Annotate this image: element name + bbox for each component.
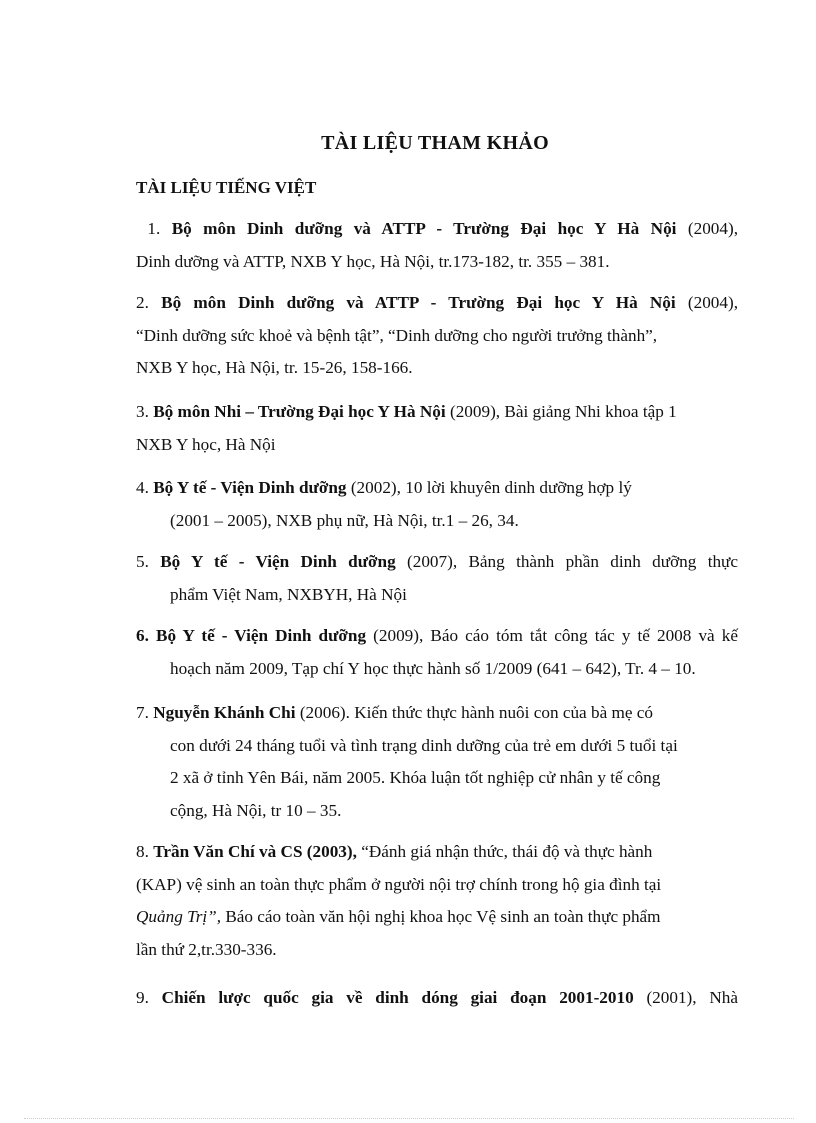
reference-text: cộng, Hà Nội, tr 10 – 35. xyxy=(170,800,342,820)
reference-author: Bộ môn Dinh dưỡng và ATTP - Trường Đại học Y Hà Nội xyxy=(161,293,676,312)
reference-author: Bộ Y tế - Viện Dinh dưỡng xyxy=(160,552,396,571)
reference-text: con dưới 24 tháng tuổi và tình trạng dinh dưỡng của trẻ em dưới 5 tuổi tại xyxy=(170,735,678,755)
reference-number: 7. xyxy=(136,703,149,722)
reference-text: “Đánh giá nhận thức, thái độ và thực hành xyxy=(356,842,653,861)
reference-text: (2001 – 2005), NXB phụ nữ, Hà Nội, tr.1 – 26, 34. xyxy=(170,510,519,530)
reference-author: Nguyễn Khánh Chi xyxy=(153,703,296,722)
reference-number: 2. xyxy=(136,293,149,312)
reference-author: Chiến lược quốc gia về dinh dóng giai đoạn 2001-2010 xyxy=(161,988,634,1007)
reference-text: phẩm Việt Nam, NXBYH, Hà Nội xyxy=(170,584,407,604)
reference-text: hoạch năm 2009, Tạp chí Y học thực hành số 1/2009 (641 – 642), Tr. 4 – 10. xyxy=(170,658,696,678)
reference-author: Bộ môn Dinh dưỡng và ATTP - Trường Đại học Y Hà Nội xyxy=(171,219,677,238)
reference-text-italic: Quảng Trị”, xyxy=(136,907,222,926)
reference-text: (2002), 10 lời khuyên dinh dưỡng hợp lý xyxy=(346,478,632,497)
reference-author: Bộ Y tế - Viện Dinh dưỡng xyxy=(153,478,347,497)
reference-5 xyxy=(136,546,738,611)
reference-text: Dinh dưỡng và ATTP, NXB Y học, Hà Nội, tr.173-182, tr. 355 – 381. xyxy=(136,251,610,271)
reference-text: (2009), Bài giảng Nhi khoa tập 1 xyxy=(445,402,677,421)
reference-number: 3. xyxy=(136,402,149,421)
page-title: TÀI LIỆU THAM KHẢO xyxy=(321,132,549,154)
reference-3 xyxy=(136,396,738,461)
reference-6 xyxy=(136,620,738,685)
reference-9 xyxy=(136,982,738,1015)
reference-7 xyxy=(136,697,738,827)
reference-text: (2004), xyxy=(676,219,738,238)
reference-text: 2 xã ở tỉnh Yên Bái, năm 2005. Khóa luận tốt nghiệp cử nhân y tế công xyxy=(170,768,661,787)
reference-number: 9. xyxy=(136,988,149,1007)
reference-text: (2007), Bảng thành phần dinh dưỡng thực xyxy=(395,552,739,571)
page-bottom-divider xyxy=(24,1118,794,1119)
reference-text: lần thứ 2,tr.330-336. xyxy=(136,939,277,959)
reference-text: NXB Y học, Hà Nội, tr. 15-26, 158-166. xyxy=(136,358,413,377)
reference-text: (KAP) vệ sinh an toàn thực phẩm ở người nội trợ chính trong hộ gia đình tại xyxy=(136,874,662,894)
reference-1 xyxy=(136,213,738,278)
reference-number: 8. xyxy=(136,842,149,861)
reference-number: 5. xyxy=(136,552,149,571)
reference-text: (2009), Báo cáo tóm tắt công tác y tế 2008 và kế xyxy=(366,626,738,645)
section-heading: TÀI LIỆU TIẾNG VIỆT xyxy=(136,178,317,197)
reference-text: “Dinh dưỡng sức khoẻ và bệnh tật”, “Dinh dưỡng cho người trưởng thành”, xyxy=(136,325,658,345)
reference-number: 4. xyxy=(136,478,149,497)
reference-text: (2004), xyxy=(675,293,739,312)
reference-2 xyxy=(136,287,738,385)
reference-text: Báo cáo toàn văn hội nghị khoa học Vệ sinh an toàn thực phẩm xyxy=(221,907,661,926)
reference-8 xyxy=(136,836,738,966)
reference-text: (2001), Nhà xyxy=(633,988,738,1007)
reference-author: Bộ Y tế - Viện Dinh dưỡng xyxy=(155,626,367,645)
reference-text: NXB Y học, Hà Nội xyxy=(136,434,276,454)
reference-number: 6. xyxy=(136,626,149,645)
reference-author: Bộ môn Nhi – Trường Đại học Y Hà Nội xyxy=(153,402,446,421)
reference-author: Trần Văn Chí và CS (2003), xyxy=(153,842,357,861)
reference-number: 1. xyxy=(147,219,161,238)
reference-text: (2006). Kiến thức thực hành nuôi con của bà mẹ có xyxy=(295,703,654,722)
reference-4 xyxy=(136,472,738,537)
